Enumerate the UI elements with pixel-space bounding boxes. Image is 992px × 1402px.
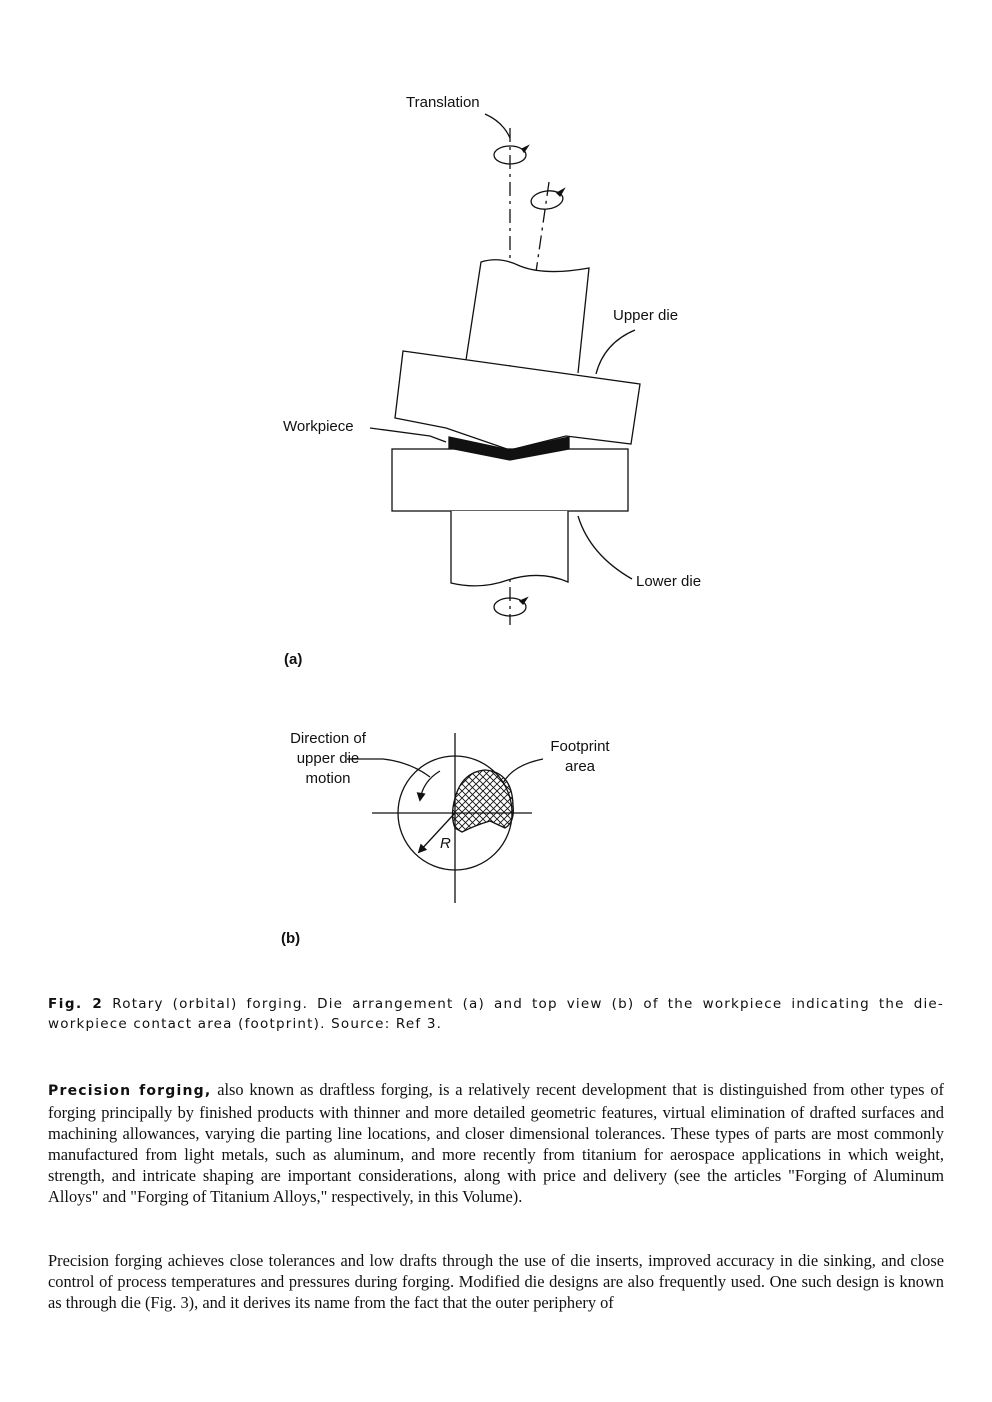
workpiece-leader-line [370,428,446,442]
direction-leader-line [347,759,430,777]
footprint-area-shape [453,770,514,832]
panel-a-diagram [370,114,640,625]
paragraph-precision-forging [48,1079,944,1207]
footprint-leader-line [503,759,543,783]
workpiece-label: Workpiece [283,418,354,435]
panel-a-label: (a) [284,651,303,668]
paragraph-precision-forging-tolerances [48,1250,944,1313]
figure-caption [48,994,944,1034]
panel-b-diagram [347,733,543,903]
rotation-arrow-top-icon [494,146,528,164]
direction-label-line2: upper die [296,750,360,767]
lower-die-label: Lower die [636,573,702,590]
paragraph-text: also known as draftless forging, is a relatively recent development that is distinguished from other types of forging principally by finished products with thinner and more detailed geometric features, virtual elimination of drafted surfaces and machining allowances, varying die parting line locations, and closer dimensional tolerances. These types of parts are most commonly manufactured from light metals, such as aluminum, and more recently from titanium for aerospace applications in which weight, strength, and intricate shaping are important considerations, along with price and delivery (see the articles "Forging of Aluminum Alloys" and "Forging of Titanium Alloys," respectively, in this Volume). [48,1080,944,1206]
lower-die-leader-line [578,516,632,579]
lower-die-shaft [451,511,568,586]
caption-text: Rotary (orbital) forging. Die arrangement (a) and top view (b) of the workpiece indicating the die-workpiece contact area (footprint). Source: Ref 3. [48,996,944,1032]
translation-leader-line [485,114,510,138]
direction-label-line1: Direction of [290,730,366,747]
translation-label: Translation [406,94,480,111]
direction-label-line3: motion [305,770,351,787]
footprint-label-line2: area [564,758,596,775]
footprint-label-line1: Footprint [550,738,610,755]
figure-number: Fig. 2 [48,996,104,1012]
direction-arrow-icon [420,771,440,800]
upper-die-label: Upper die [613,307,679,324]
upper-die-leader-line [596,330,635,374]
paragraph-text: Precision forging achieves close tolerances and low drafts through the use of die inserts, improved accuracy in die sinking, and close control of process temperatures and pressures during forging. Modified die designs are also frequently used. One such design is known as through die (Fig. 3), and it derives its name from the fact that the outer periphery of [48,1251,944,1312]
panel-b-label: (b) [281,930,301,947]
upper-die-shaft [466,260,589,373]
paragraph-lead-term: Precision forging, [48,1083,212,1099]
radius-label: R [440,835,451,852]
